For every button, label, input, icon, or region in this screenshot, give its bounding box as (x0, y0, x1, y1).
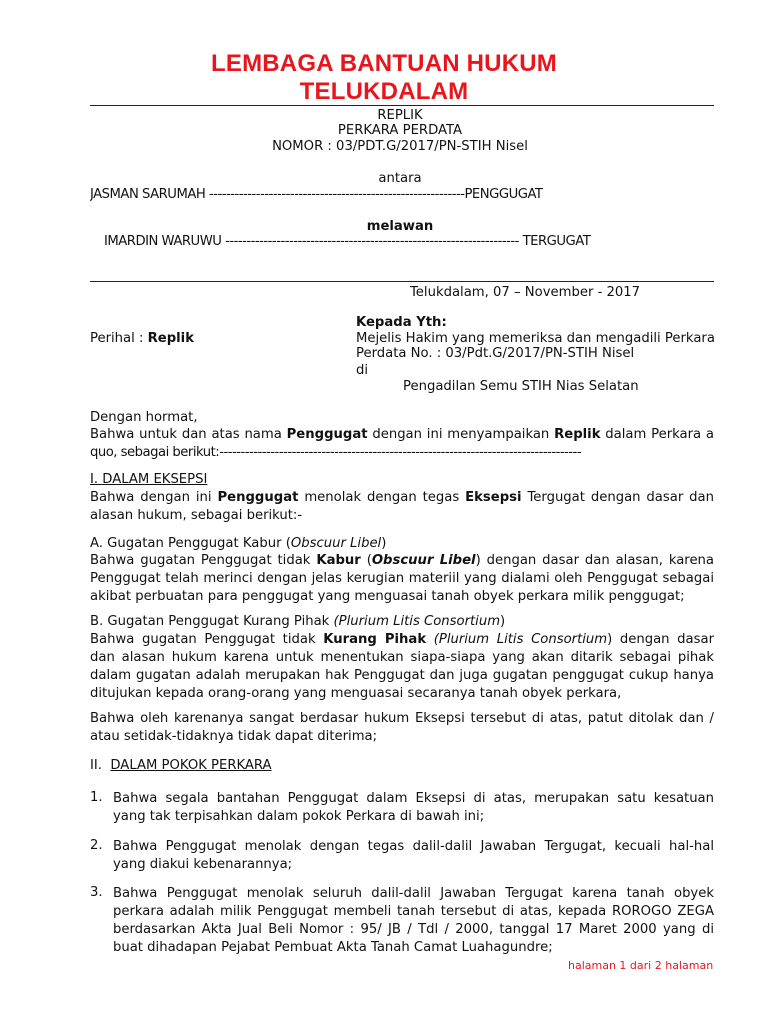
section1-paragraph (90, 489, 714, 525)
section2-heading-num: II. (90, 758, 102, 773)
subsection-b-body (90, 631, 714, 703)
item1-body (113, 790, 714, 826)
item3-line1: Bahwa Penggugat menolak seluruh dalil-dalil Jawaban Tergugat karena tanah obyek (113, 886, 714, 901)
item3-line2: perkara adalah milik Penggugat membeli tanah tersebut di atas, kepada ROROGO ZEGA (113, 904, 714, 919)
conclusion-line1: Bahwa oleh karenanya sangat berdasar hukum Eksepsi tersebut di atas, patut ditolak dan / (90, 711, 714, 726)
item1-line2: yang tak terpisahkan dalam pokok Perkara di bawah ini; (113, 809, 485, 824)
section1-p1-line2: alasan hukum, sebagai berikut:- (90, 508, 303, 523)
subsection-b-line3: dalam gugatan adalah merupakan hak Penggugat dan juga gugatan penggugat cukup hanya (90, 668, 714, 683)
item2-number: 2. (90, 838, 103, 853)
header-divider (90, 105, 714, 106)
subsection-a-heading: A. Gugatan Penggugat Kabur (Obscuur Libel) (90, 536, 387, 551)
perihal (90, 331, 194, 346)
addressee-line2: Perdata No. : 03/Pdt.G/2017/PN-STIH Nisel (356, 346, 635, 361)
subsection-b-line1: Bahwa gugatan Penggugat tidak Kurang Pihak (Plurium Litis Consortium) dengan dasar (90, 632, 714, 647)
item2-line2: yang diakui kebenarannya; (113, 857, 293, 872)
item2-line1: Bahwa Penggugat menolak dengan tegas dalil-dalil Jawaban Tergugat, kecuali hal-hal (113, 839, 714, 854)
org-name-line1: LEMBAGA BANTUAN HUKUM (211, 50, 557, 77)
item1-line1: Bahwa segala bantahan Penggugat dalam Eksepsi di atas, merupakan satu kesatuan (113, 791, 714, 806)
intro-line1: Bahwa untuk dan atas nama Penggugat dengan ini menyampaikan Replik dalam Perkara a (90, 427, 714, 442)
antara-label: antara (378, 171, 422, 186)
item2-body (113, 838, 714, 874)
section1-p1-line1: Bahwa dengan ini Penggugat menolak dengan tegas Eksepsi Tergugat dengan dasar dan (90, 490, 714, 505)
addressee-line3: di (356, 363, 369, 378)
intro-line2: quo, sebagai berikut:------------------------------------------------------------------------------------- (90, 445, 582, 460)
plaintiff-line: JASMAN SARUMAH ------------------------------------------------------------PENGGUGAT (90, 187, 543, 202)
doc-type: REPLIK (377, 108, 423, 123)
section1-conclusion (90, 710, 714, 746)
case-type: PERKARA PERDATA (337, 123, 463, 138)
melawan-label: melawan (366, 219, 434, 234)
perihal-value: Replik (147, 331, 194, 346)
subsection-a-line3: akibat perbuatan para penggugat yang menguasai tanah obyek perkara milik penggugat; (90, 589, 685, 604)
item3-line4: buat dihadapan Pejabat Pembuat Akta Tanah Camat Luahagundre; (113, 940, 553, 955)
greeting: Dengan hormat, (90, 410, 198, 425)
case-number: NOMOR : 03/PDT.G/2017/PN-STIH Nisel (272, 139, 528, 154)
defendant-line: IMARDIN WARUWU --------------------------------------------------------------------- TERGUGAT (104, 234, 591, 249)
org-name-line2: TELUKDALAM (299, 78, 469, 105)
section2-heading-text: DALAM POKOK PERKARA (110, 758, 272, 773)
letter-date: Telukdalam, 07 – November - 2017 (410, 285, 641, 300)
item3-line3: berdasarkan Akta Jual Beli Nomor : 95/ JB / Tdl / 2000, tanggal 17 Maret 2000 yang di (113, 922, 714, 937)
conclusion-line2: atau setidak-tidaknya tidak dapat diterima; (90, 729, 378, 744)
item3-number: 3. (90, 885, 103, 900)
subsection-b-heading: B. Gugatan Penggugat Kurang Pihak (Plurium Litis Consortium) (90, 614, 506, 629)
item3-body (113, 885, 714, 957)
subsection-a-line1: Bahwa gugatan Penggugat tidak Kabur (Obscuur Libel) dengan dasar dan alasan, karena (90, 553, 714, 568)
section1-heading: I. DALAM EKSEPSI (90, 472, 208, 487)
item1-number: 1. (90, 790, 103, 805)
subsection-a-line2: Penggugat telah merinci dengan jelas kerugian materiil yang dialami oleh Penggugat sebagai (90, 571, 714, 586)
subsection-a-body (90, 552, 714, 606)
page-footer: halaman 1 dari 2 halaman (568, 959, 714, 972)
subsection-b-line4: ditujukan kepada orang-orang yang menguasai secaranya tanah obyek perkara, (90, 686, 622, 701)
section2-heading (90, 758, 272, 773)
intro-paragraph (90, 426, 714, 462)
subsection-b-line2: dan alasan hukum karena untuk menentukan siapa-siapa yang akan ditarik sebagai pihak (90, 650, 714, 665)
addressee-line4: Pengadilan Semu STIH Nias Selatan (403, 379, 639, 394)
perihal-label: Perihal : (90, 331, 148, 346)
parties-divider (90, 281, 714, 282)
kepada-label: Kepada Yth: (356, 315, 447, 330)
addressee-line1: Mejelis Hakim yang memeriksa dan mengadili Perkara (356, 331, 715, 346)
